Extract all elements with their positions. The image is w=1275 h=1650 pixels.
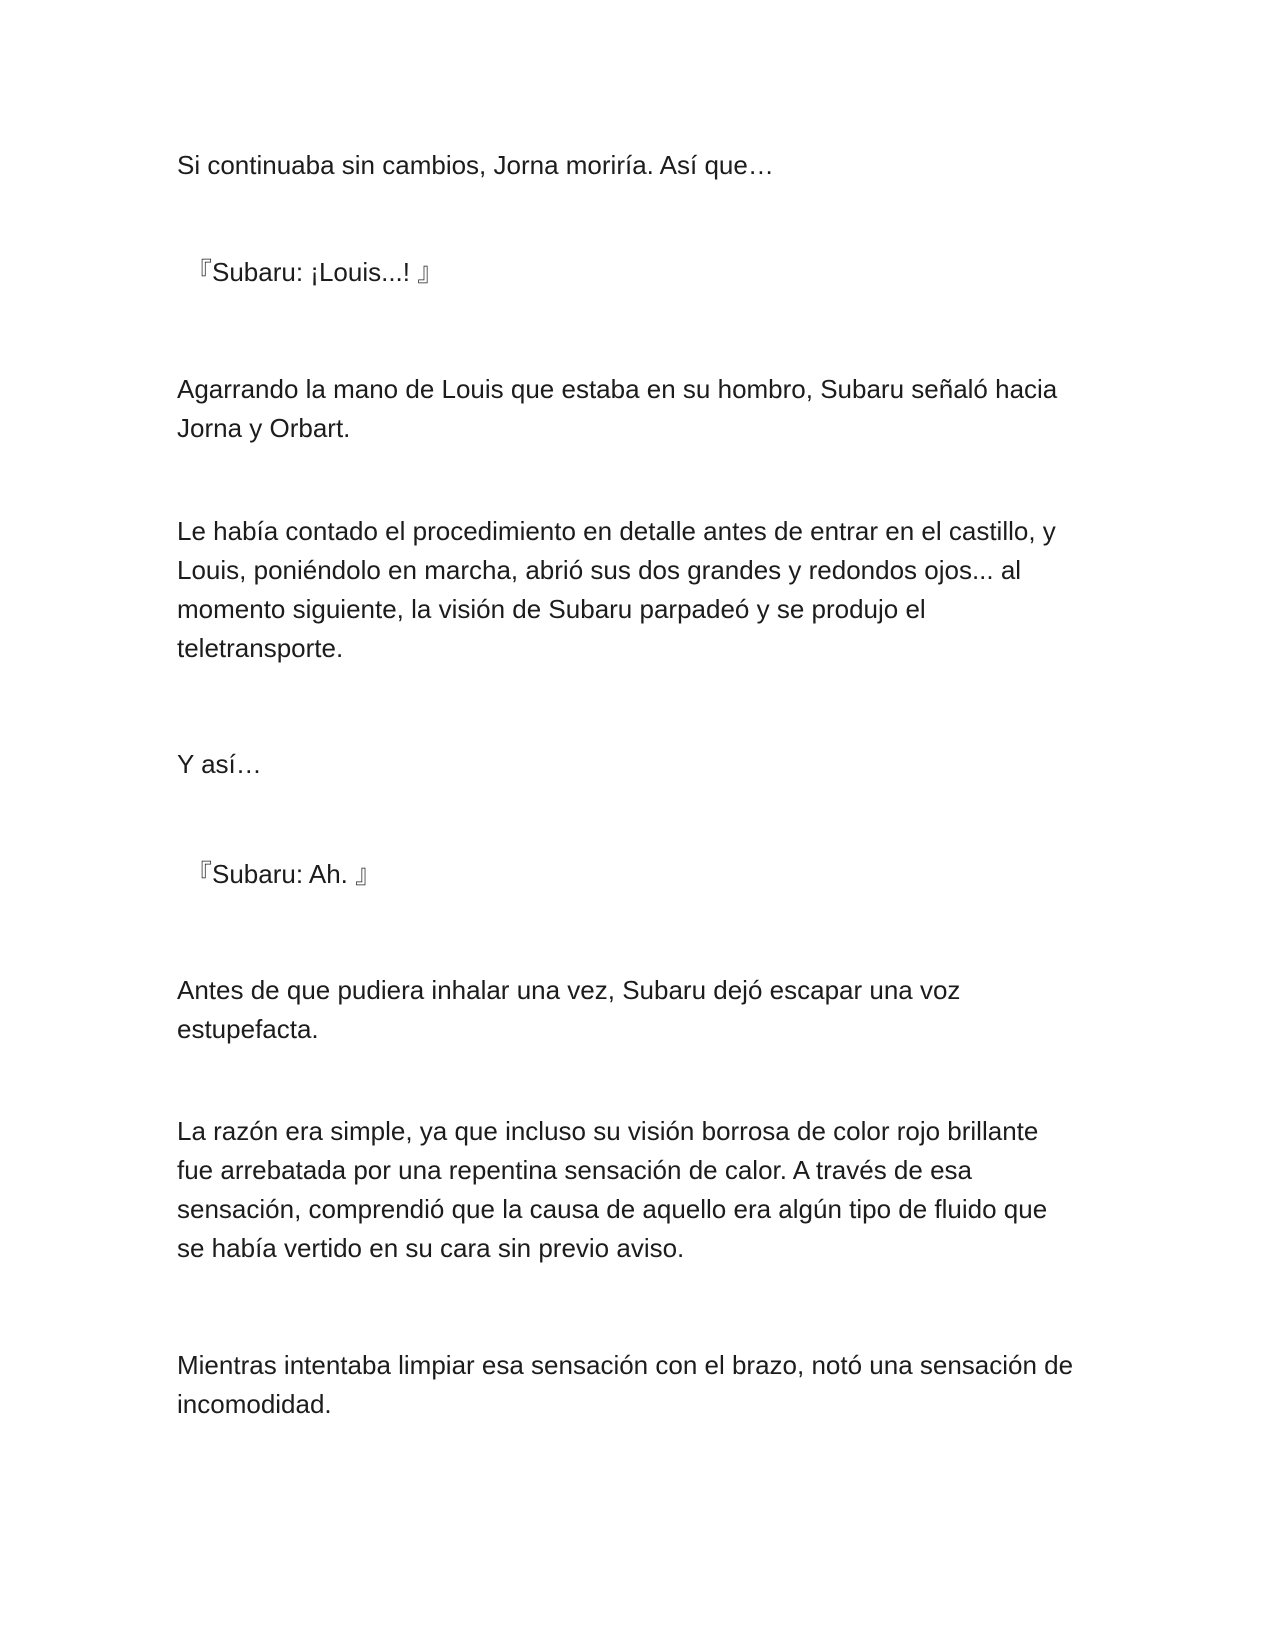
paragraph-narration-1: Si continuaba sin cambios, Jorna moriría. Así que… — [177, 150, 774, 180]
paragraph-narration-3: Le había contado el procedimiento en detalle antes de entrar en el castillo, y Louis, poniéndolo en marcha, abrió sus dos grandes y redondos ojos... al momento siguiente, la visión de Subaru parpadeó y se produjo el teletransporte. — [177, 516, 1056, 663]
paragraph-narration-5: Antes de que pudiera inhalar una vez, Subaru dejó escapar una voz estupefacta. — [177, 975, 961, 1044]
paragraph-narration-6: La razón era simple, ya que incluso su visión borrosa de color rojo brillante fue arrebatada por una repentina sensación de calor. A través de esa sensación, comprendió que la causa de aquello era algún tipo de fluido que se había vertido en su cara sin previo aviso. — [177, 1116, 1048, 1263]
paragraph-narration-2: Agarrando la mano de Louis que estaba en su hombro, Subaru señaló hacia Jorna y Orbart. — [177, 374, 1058, 443]
paragraph-dialogue-2: 『Subaru: Ah. 』 — [186, 859, 382, 889]
paragraph-narration-4: Y así… — [177, 749, 262, 779]
paragraph-dialogue-1: 『Subaru: ¡Louis...! 』 — [186, 257, 444, 287]
paragraph-narration-7: Mientras intentaba limpiar esa sensación con el brazo, notó una sensación de incomodidad. — [177, 1350, 1074, 1419]
